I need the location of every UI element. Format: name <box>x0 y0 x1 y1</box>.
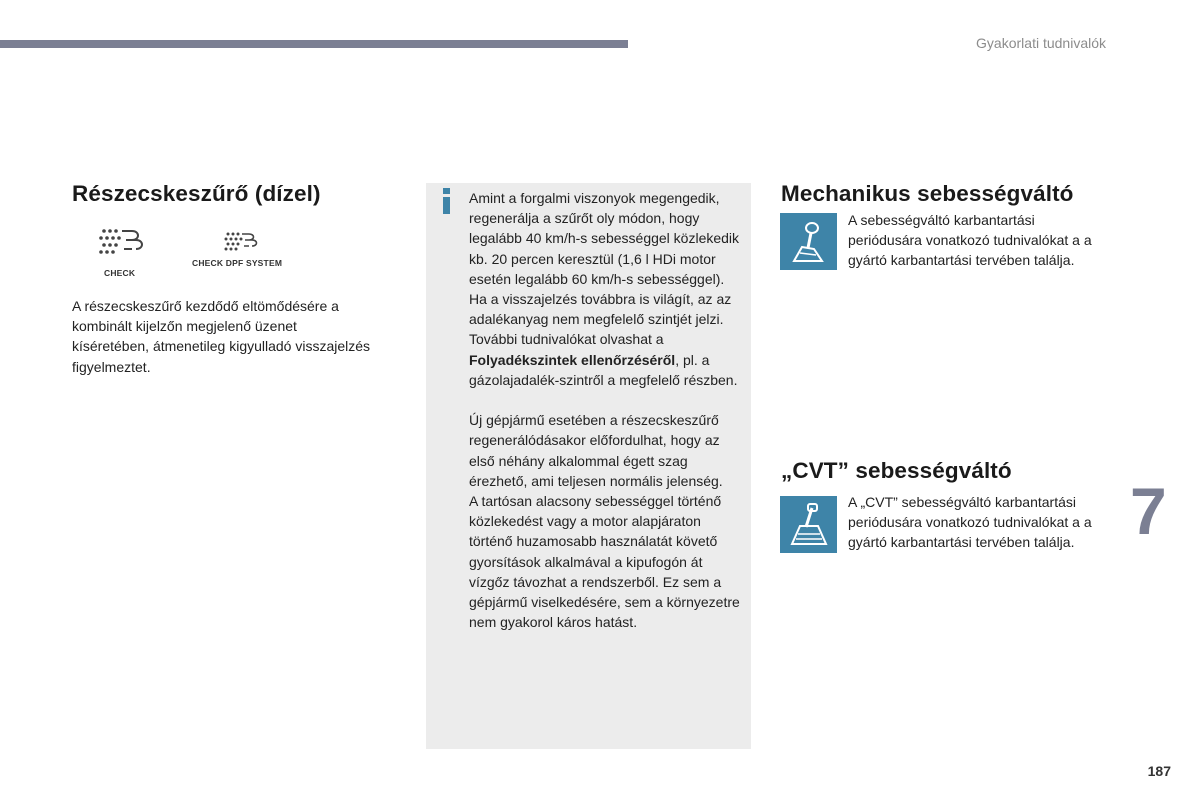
gear-lever-icon <box>780 213 837 270</box>
dpf-title: Részecskeszűrő (dízel) <box>72 181 321 206</box>
info-paragraph-water-vapour: A tartósan alacsony sebességgel történő közlekedést vagy a motor alapjáraton történő huzamosabb használatát követő gyorsítások alkalmával a kipufogón át vízgőz távozhat a rendszerből. Ez sem a gépjármű viselkedésére, sem a környezetre nem gyakorol káros hatást. <box>469 493 740 631</box>
cvt-gearbox-text: A „CVT” sebességváltó karbantartási periódusára vonatkozó tudnivalókat a a gyártó karbantartási tervében találja. <box>848 494 1092 551</box>
info-icon <box>441 188 453 214</box>
dpf-warning-icons <box>92 226 312 282</box>
chapter-number: 7 <box>1130 474 1167 548</box>
cvt-gearbox-icon <box>780 496 837 553</box>
section-header: Gyakorlati tudnivalók <box>976 35 1106 51</box>
dpf-check-icon <box>92 226 152 260</box>
info-ref-after: , pl. a gázolajadalék-szintről a megfelelő részben. <box>469 351 738 388</box>
info-paragraph-new-vehicle: Új gépjármű esetében a részecskeszűrő regenerálódásakor előfordulhat, hogy az első néhány alkalommal égett szag érezhető, ami teljesen normális jelenség. <box>469 412 723 489</box>
manual-gearbox-title: Mechanikus sebességváltó <box>781 181 1074 206</box>
check-dpf-system-label: CHECK DPF SYSTEM <box>192 258 283 268</box>
manual-gearbox-text: A sebességváltó karbantartási periódusára vonatkozó tudnivalókat a a gyártó karbantartási tervében találja. <box>848 212 1092 269</box>
info-ref-link: Folyadékszintek ellenőrzéséről <box>469 351 676 368</box>
page-number: 187 <box>1147 763 1171 779</box>
manual-gearbox-icon <box>780 213 837 270</box>
info-ref-before: További tudnivalókat olvashat a <box>469 331 664 348</box>
info-paragraph-regenerate: Amint a forgalmi viszonyok megengedik, regenerálja a szűrőt oly módon, hogy legalább 40 km/h-s sebességgel közlekedik kb. 20 percen keresztül (1,6 l HDi motor esetén legalább 60 km/h-s sebességgel). <box>469 190 740 287</box>
cvt-gearbox-title: „CVT” sebességváltó <box>781 458 1012 483</box>
dpf-description: A részecskeszűrő kezdődő eltömődésére a kombinált kijelzőn megjelenő üzenet kíséretében, átmenetileg kigyulladó visszajelzés figyelmeztet. <box>72 298 371 375</box>
dpf-system-icon <box>222 230 262 254</box>
info-paragraph-warning-lit: Ha a visszajelzés továbbra is világít, az az adalékanyag nem megfelelő szintjét jelzi. <box>469 291 732 328</box>
header-bar <box>0 40 628 48</box>
paragraph-gap <box>469 390 744 410</box>
check-label: CHECK <box>104 268 136 278</box>
automatic-lever-icon <box>780 496 837 553</box>
info-paragraph-reference <box>469 329 744 390</box>
info-text <box>469 188 744 632</box>
